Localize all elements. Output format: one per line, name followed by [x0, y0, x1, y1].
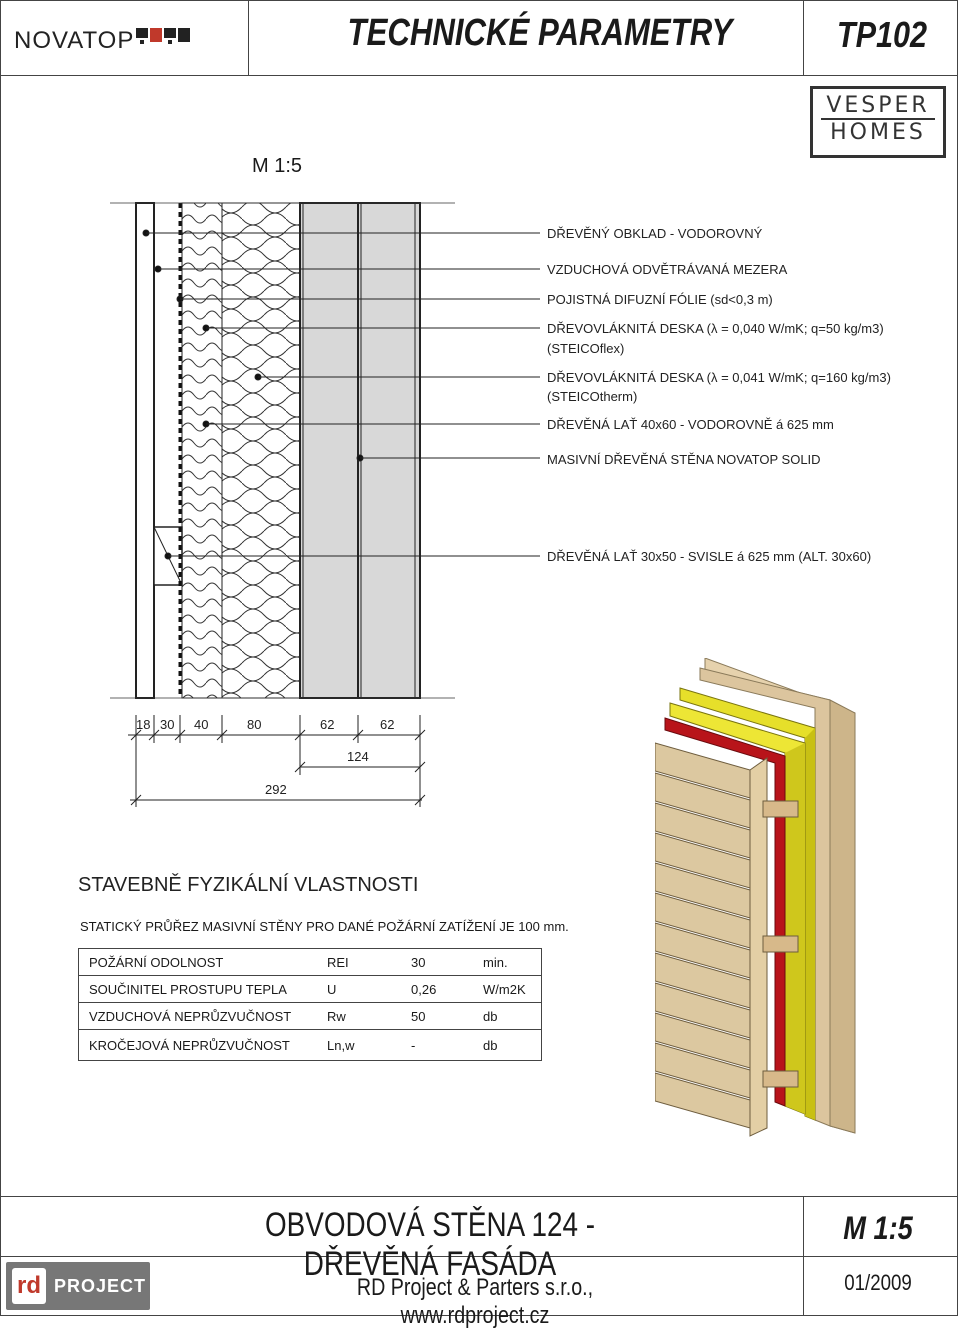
- prop-symbol: U: [317, 976, 401, 1003]
- vesper-homes-logo: VESPER HOMES: [810, 86, 946, 158]
- prop-symbol: Ln,w: [317, 1030, 401, 1061]
- label-steicoflex: DŘEVOVLÁKNITÁ DESKA (λ = 0,040 W/mK; q=50 kg/m3): [547, 321, 884, 336]
- label-steicoflex-brand: (STEICOflex): [547, 341, 625, 356]
- steicotherm-layer: [222, 203, 300, 698]
- footer-scale: M 1:5: [843, 1210, 913, 1246]
- cladding-board: [136, 203, 154, 698]
- label-air-gap: VZDUCHOVÁ ODVĚTRÁVANÁ MEZERA: [547, 262, 788, 277]
- prop-symbol: REI: [317, 949, 401, 976]
- prop-name: SOUČINITEL PROSTUPU TEPLA: [79, 976, 318, 1003]
- label-solid-wall: MASIVNÍ DŘEVĚNÁ STĚNA NOVATOP SOLID: [547, 452, 821, 467]
- properties-table: [78, 948, 542, 1061]
- dim-30: 30: [160, 717, 175, 732]
- novatop-logo-mark: [134, 24, 194, 52]
- rd-project-logo: [6, 1262, 150, 1310]
- label-steicotherm-brand: (STEICOtherm): [547, 389, 638, 404]
- table-row: [79, 949, 542, 976]
- table-row: [79, 976, 542, 1003]
- rd-logo-mark: rd: [12, 1268, 46, 1304]
- label-foil: POJISTNÁ DIFUZNÍ FÓLIE (sd<0,3 m): [547, 292, 773, 307]
- prop-value: -: [401, 1030, 473, 1061]
- prop-symbol: Rw: [317, 1003, 401, 1030]
- prop-name: KROČEJOVÁ NEPRŮZVUČNOST: [79, 1030, 318, 1061]
- prop-unit: db: [473, 1003, 542, 1030]
- header-divider: [0, 75, 958, 76]
- table-row: [79, 1003, 542, 1030]
- label-steicotherm: DŘEVOVLÁKNITÁ DESKA (λ = 0,041 W/mK; q=160 kg/m3): [547, 370, 891, 385]
- solid-wall-layer-1: [300, 203, 358, 698]
- company-info: RD Project & Parters s.r.o., www.rdproject.cz: [356, 1274, 594, 1329]
- prop-unit: db: [473, 1030, 542, 1061]
- prop-name: POŽÁRNÍ ODOLNOST: [79, 949, 318, 976]
- doc-date: 01/2009: [844, 1270, 912, 1295]
- prop-value: 0,26: [401, 976, 473, 1003]
- label-batten-horizontal: DŘEVĚNÁ LAŤ 40x60 - VODOROVNĚ á 625 mm: [547, 417, 834, 432]
- dim-62b: 62: [380, 717, 395, 732]
- footer-sep: [803, 1196, 804, 1316]
- doc-code: TP102: [836, 14, 928, 55]
- dim-total: 292: [265, 782, 287, 797]
- label-cladding: DŘEVĚNÝ OBKLAD - VODOROVNÝ: [547, 226, 763, 241]
- properties-title: STAVEBNĚ FYZIKÁLNÍ VLASTNOSTI: [78, 874, 419, 896]
- steicoflex-layer: [182, 203, 222, 698]
- header-sep-1: [248, 0, 249, 75]
- dim-62a: 62: [320, 717, 335, 732]
- page-title: TECHNICKÉ PARAMETRY: [347, 12, 733, 54]
- table-row: [79, 1030, 542, 1061]
- dim-18: 18: [136, 717, 151, 732]
- footer-divider: [0, 1196, 958, 1197]
- dim-40: 40: [194, 717, 209, 732]
- properties-note: STATICKÝ PRŮŘEZ MASIVNÍ STĚNY PRO DANÉ POŽÁRNÍ ZATÍŽENÍ JE 100 mm.: [80, 919, 569, 934]
- prop-unit: W/m2K: [473, 976, 542, 1003]
- prop-name: VZDUCHOVÁ NEPRŮZVUČNOST: [79, 1003, 318, 1030]
- wall-isometric-illustration: [655, 658, 860, 1138]
- drawing-title: OBVODOVÁ STĚNA 124 - DŘEVĚNÁ FASÁDA: [264, 1206, 596, 1283]
- prop-value: 30: [401, 949, 473, 976]
- label-batten-vertical: DŘEVĚNÁ LAŤ 30x50 - SVISLE á 625 mm (ALT. 30x60): [547, 549, 872, 564]
- dim-80: 80: [247, 717, 262, 732]
- header-sep-2: [803, 0, 804, 75]
- prop-unit: min.: [473, 949, 542, 976]
- novatop-logo: NOVATOP: [14, 24, 194, 55]
- rd-logo-text: PROJECT: [54, 1276, 147, 1296]
- dim-124: 124: [347, 749, 369, 764]
- solid-wall-layer-2: [358, 203, 420, 698]
- prop-value: 50: [401, 1003, 473, 1030]
- drawing-scale: M 1:5: [252, 155, 303, 177]
